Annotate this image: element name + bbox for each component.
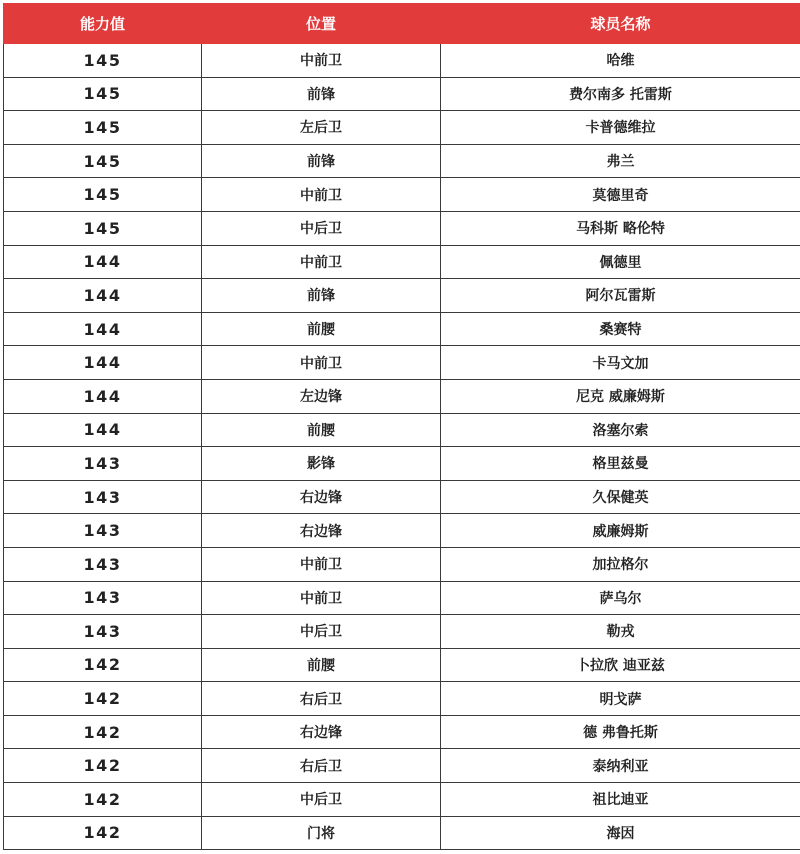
table-row — [4, 44, 800, 78]
position-cell: 中后卫 — [202, 211, 441, 245]
player-table-container — [3, 3, 800, 850]
header-rating: 能力值 — [4, 4, 202, 44]
table-row — [4, 480, 800, 514]
position-cell: 左后卫 — [202, 111, 441, 145]
position-cell: 右边锋 — [202, 480, 441, 514]
table-row — [4, 514, 800, 548]
player-name-cell: 加拉格尔 — [441, 547, 800, 581]
player-name-cell: 阿尔瓦雷斯 — [441, 279, 800, 313]
rating-cell: 144 — [4, 346, 202, 380]
player-name-cell: 佩德里 — [441, 245, 800, 279]
rating-cell: 145 — [4, 178, 202, 212]
rating-cell: 143 — [4, 547, 202, 581]
header-player-name: 球员名称 — [441, 4, 800, 44]
rating-cell: 144 — [4, 312, 202, 346]
table-header-row — [4, 4, 800, 44]
position-cell: 中后卫 — [202, 783, 441, 817]
rating-cell: 143 — [4, 480, 202, 514]
position-cell: 门将 — [202, 816, 441, 850]
table-row — [4, 581, 800, 615]
player-name-cell: 马科斯 略伦特 — [441, 211, 800, 245]
player-name-cell: 洛塞尔索 — [441, 413, 800, 447]
position-cell: 中前卫 — [202, 581, 441, 615]
table-row — [4, 346, 800, 380]
position-cell: 前腰 — [202, 413, 441, 447]
player-name-cell: 泰纳利亚 — [441, 749, 800, 783]
rating-cell: 144 — [4, 379, 202, 413]
table-row — [4, 547, 800, 581]
player-name-cell: 费尔南多 托雷斯 — [441, 77, 800, 111]
rating-cell: 145 — [4, 144, 202, 178]
player-name-cell: 莫德里奇 — [441, 178, 800, 212]
table-row — [4, 615, 800, 649]
player-name-cell: 德 弗鲁托斯 — [441, 715, 800, 749]
rating-cell: 145 — [4, 44, 202, 78]
position-cell: 中前卫 — [202, 346, 441, 380]
header-position: 位置 — [202, 4, 441, 44]
player-name-cell: 格里兹曼 — [441, 447, 800, 481]
position-cell: 右边锋 — [202, 715, 441, 749]
player-name-cell: 尼克 威廉姆斯 — [441, 379, 800, 413]
rating-cell: 145 — [4, 211, 202, 245]
position-cell: 前锋 — [202, 77, 441, 111]
table-row — [4, 279, 800, 313]
table-row — [4, 245, 800, 279]
player-name-cell: 明戈萨 — [441, 682, 800, 716]
player-name-cell: 祖比迪亚 — [441, 783, 800, 817]
table-row — [4, 413, 800, 447]
table-row — [4, 111, 800, 145]
rating-cell: 143 — [4, 514, 202, 548]
table-row — [4, 211, 800, 245]
position-cell: 前腰 — [202, 312, 441, 346]
position-cell: 右后卫 — [202, 749, 441, 783]
rating-cell: 144 — [4, 279, 202, 313]
player-rating-table — [3, 3, 800, 850]
position-cell: 中后卫 — [202, 615, 441, 649]
player-name-cell: 哈维 — [441, 44, 800, 78]
player-name-cell: 威廉姆斯 — [441, 514, 800, 548]
table-row — [4, 715, 800, 749]
rating-cell: 142 — [4, 715, 202, 749]
player-name-cell: 卡普德维拉 — [441, 111, 800, 145]
table-row — [4, 682, 800, 716]
position-cell: 前锋 — [202, 144, 441, 178]
rating-cell: 142 — [4, 648, 202, 682]
rating-cell: 144 — [4, 245, 202, 279]
table-row — [4, 816, 800, 850]
position-cell: 中前卫 — [202, 44, 441, 78]
player-name-cell: 久保健英 — [441, 480, 800, 514]
position-cell: 中前卫 — [202, 547, 441, 581]
position-cell: 中前卫 — [202, 178, 441, 212]
rating-cell: 143 — [4, 581, 202, 615]
rating-cell: 144 — [4, 413, 202, 447]
table-row — [4, 77, 800, 111]
table-row — [4, 749, 800, 783]
position-cell: 影锋 — [202, 447, 441, 481]
position-cell: 左边锋 — [202, 379, 441, 413]
position-cell: 右后卫 — [202, 682, 441, 716]
player-name-cell: 萨乌尔 — [441, 581, 800, 615]
player-name-cell: 弗兰 — [441, 144, 800, 178]
table-row — [4, 312, 800, 346]
rating-cell: 142 — [4, 749, 202, 783]
table-row — [4, 648, 800, 682]
player-name-cell: 卡马文加 — [441, 346, 800, 380]
player-name-cell: 海因 — [441, 816, 800, 850]
table-row — [4, 783, 800, 817]
rating-cell: 142 — [4, 783, 202, 817]
table-row — [4, 379, 800, 413]
table-row — [4, 178, 800, 212]
rating-cell: 145 — [4, 77, 202, 111]
table-row — [4, 447, 800, 481]
rating-cell: 145 — [4, 111, 202, 145]
rating-cell: 143 — [4, 447, 202, 481]
table-body — [4, 44, 800, 850]
player-name-cell: 桑赛特 — [441, 312, 800, 346]
position-cell: 前锋 — [202, 279, 441, 313]
position-cell: 右边锋 — [202, 514, 441, 548]
rating-cell: 142 — [4, 816, 202, 850]
position-cell: 中前卫 — [202, 245, 441, 279]
player-name-cell: 勒戎 — [441, 615, 800, 649]
position-cell: 前腰 — [202, 648, 441, 682]
rating-cell: 142 — [4, 682, 202, 716]
table-row — [4, 144, 800, 178]
player-name-cell: 卜拉欣 迪亚兹 — [441, 648, 800, 682]
rating-cell: 143 — [4, 615, 202, 649]
